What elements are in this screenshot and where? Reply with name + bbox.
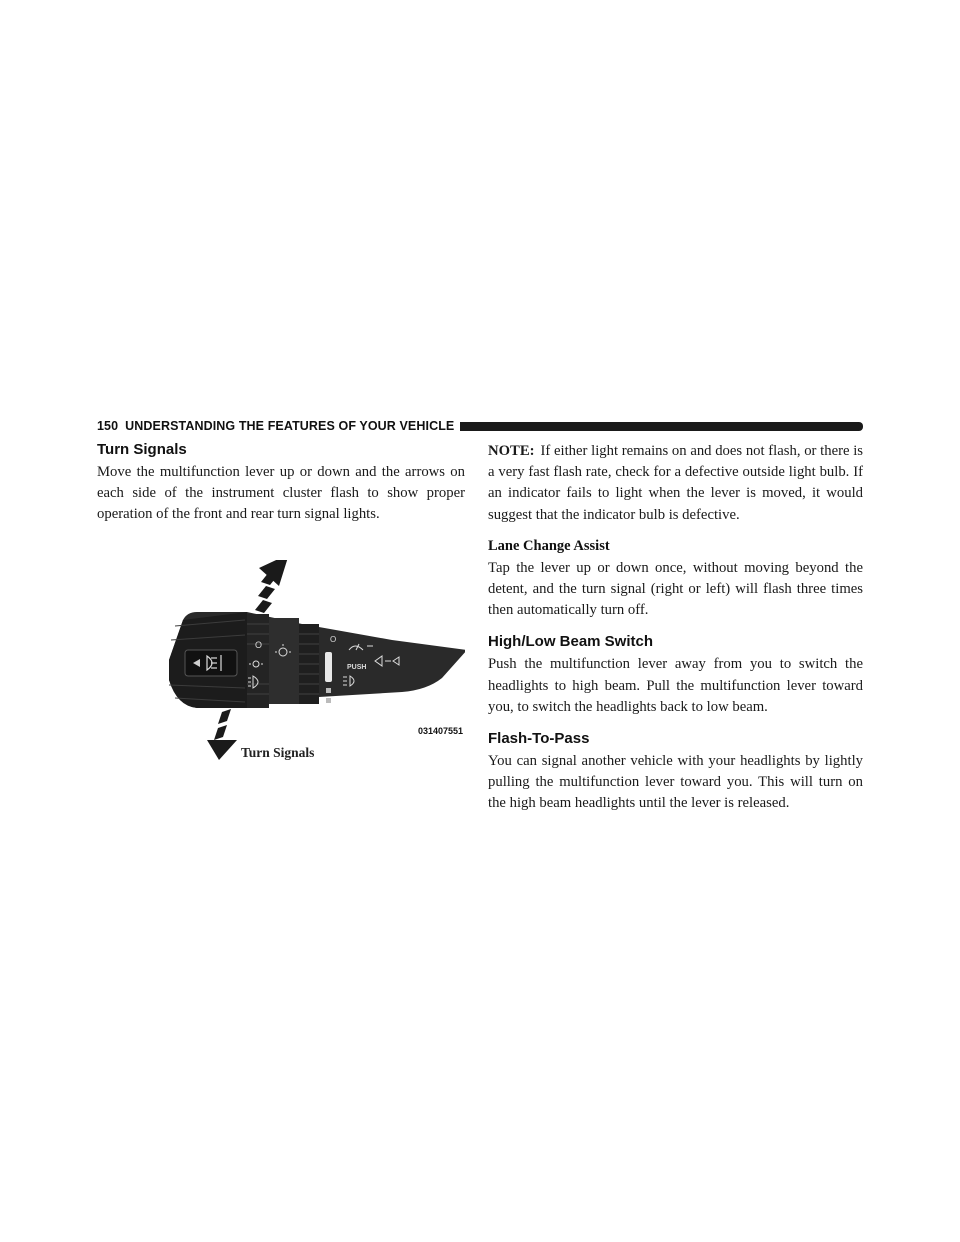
wiper-off-label: O (330, 634, 337, 644)
lane-change-heading: Lane Change Assist (488, 537, 610, 554)
note-paragraph (488, 441, 863, 526)
high-low-heading: High/Low Beam Switch (488, 633, 654, 651)
turn-signals-body: Move the multifunction lever up or down and the arrows on each side of the instrument cluster flash to show proper operation of the front and rear turn signal lights. (97, 464, 465, 523)
off-label: O (255, 639, 263, 650)
push-label: PUSH (347, 663, 367, 671)
up-arrow-icon (255, 560, 289, 613)
left-column (97, 441, 465, 760)
high-low-body: Push the multifunction lever away from you to switch the headlights to high beam. Pull the multifunction lever toward you, to switch the headlights back to low beam. (488, 656, 863, 715)
chapter-title: UNDERSTANDING THE FEATURES OF YOUR VEHICLE (125, 419, 455, 433)
turn-signals-heading: Turn Signals (97, 441, 187, 458)
figure-code: 031407551 (417, 726, 463, 736)
header-rule (460, 422, 863, 431)
figure-caption: Turn Signals (241, 745, 315, 760)
lever-illustration (97, 560, 465, 760)
lane-change-section (488, 538, 863, 622)
note-body: If either light remains on and does not flash, or there is a very fast flash rate, check for a defective outside light bulb. If an indicator fails to light when the lever is moved, it would suggest that the indicator bulb is defective. (488, 443, 863, 523)
turn-signal-figure (97, 560, 465, 760)
note-label: NOTE: (488, 443, 535, 459)
high-low-section (488, 633, 863, 718)
lane-change-body: Tap the lever up or down once, without moving beyond the detent, and the turn signal (right or left) will flash three times then automatically turn off. (488, 559, 863, 619)
flash-to-pass-heading: Flash-To-Pass (488, 730, 590, 748)
right-column (488, 441, 863, 815)
flash-to-pass-body: You can signal another vehicle with your headlights by lightly pulling the multifunction lever toward you. This will turn on the high beam headlights until the lever is released. (488, 753, 863, 812)
flash-to-pass-section (488, 730, 863, 815)
page-header (97, 419, 863, 433)
page-number: 150 (97, 419, 119, 433)
